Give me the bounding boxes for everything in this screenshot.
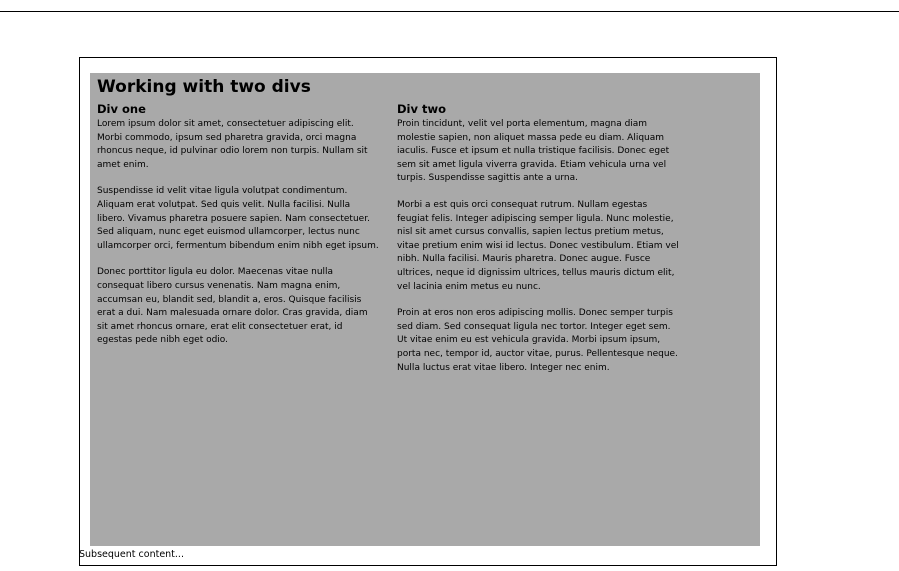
subsequent-content: Subsequent content...: [79, 549, 184, 560]
div-two-paragraph-1: Proin tincidunt, velit vel porta elementum, magna diam molestie sapien, non aliquet massa pede eu diam. Aliquam iaculis. Fusce et ipsum et nulla tristique facilisis. Donec eget sem sit amet ligula viverra gravida. Etiam vehicula urna vel turpis. Suspendisse sagittis ante a urna.: [397, 119, 670, 184]
div-one-paragraph-3: Donec porttitor ligula eu dolor. Maecenas vitae nulla consequat libero cursus venenatis. Nam magna enim, accumsan eu, blandit sed, blandit a, eros. Quisque facilisis erat a dui. Nam malesuada ornare dolor. Cras gravida, diam sit amet rhoncus ornare, erat elit consectetuer erat, id egestas pede nibh eget odio.: [97, 267, 368, 346]
div-two: [397, 102, 679, 388]
div-two-heading: Div two: [397, 102, 447, 116]
div-two-paragraph-2: Morbi a est quis orci consequat rutrum. Nullam egestas feugiat felis. Integer adipiscing semper ligula. Nunc molestie, nisl sit amet cursus convallis, sapien lectus pretium metus, vitae pretium enim wisi id lectus. Donec vestibulum. Etiam vel nibh. Nulla facilisi. Mauris pharetra. Donec augue. Fusce ultrices, neque id dignissim ultrices, tellus mauris dictum elit, vel lacinia enim metus eu nunc.: [397, 199, 679, 292]
div-one-paragraph-2: Suspendisse id velit vitae ligula volutpat condimentum. Aliquam erat volutpat. Sed quis velit. Nulla facilisi. Nulla libero. Vivamus pharetra posuere sapien. Nam consectetuer. Sed aliquam, nunc eget euismod ullamcorper, lectus nunc ullamcorper orci, fermentum bibendum enim nibh eget ipsum.: [97, 186, 379, 251]
gray-container: [90, 73, 760, 546]
page-title: Working with two divs: [97, 77, 311, 97]
page-frame: [79, 57, 777, 566]
div-one: [97, 102, 379, 361]
div-one-paragraph-1: Lorem ipsum dolor sit amet, consectetuer adipiscing elit. Morbi commodo, ipsum sed pharetra gravida, orci magna rhoncus neque, id pulvinar odio lorem non turpis. Nullam sit amet enim.: [97, 119, 368, 170]
div-two-paragraph-3: Proin at eros non eros adipiscing mollis. Donec semper turpis sed diam. Sed consequat ligula nec tortor. Integer eget sem. Ut vitae enim eu est vehicula gravida. Morbi ipsum ipsum, porta nec, tempor id, auctor vitae, purus. Pellentesque neque. Nulla luctus erat vitae libero. Integer nec enim.: [397, 308, 678, 373]
top-divider: [0, 11, 899, 12]
div-one-heading: Div one: [97, 102, 146, 116]
